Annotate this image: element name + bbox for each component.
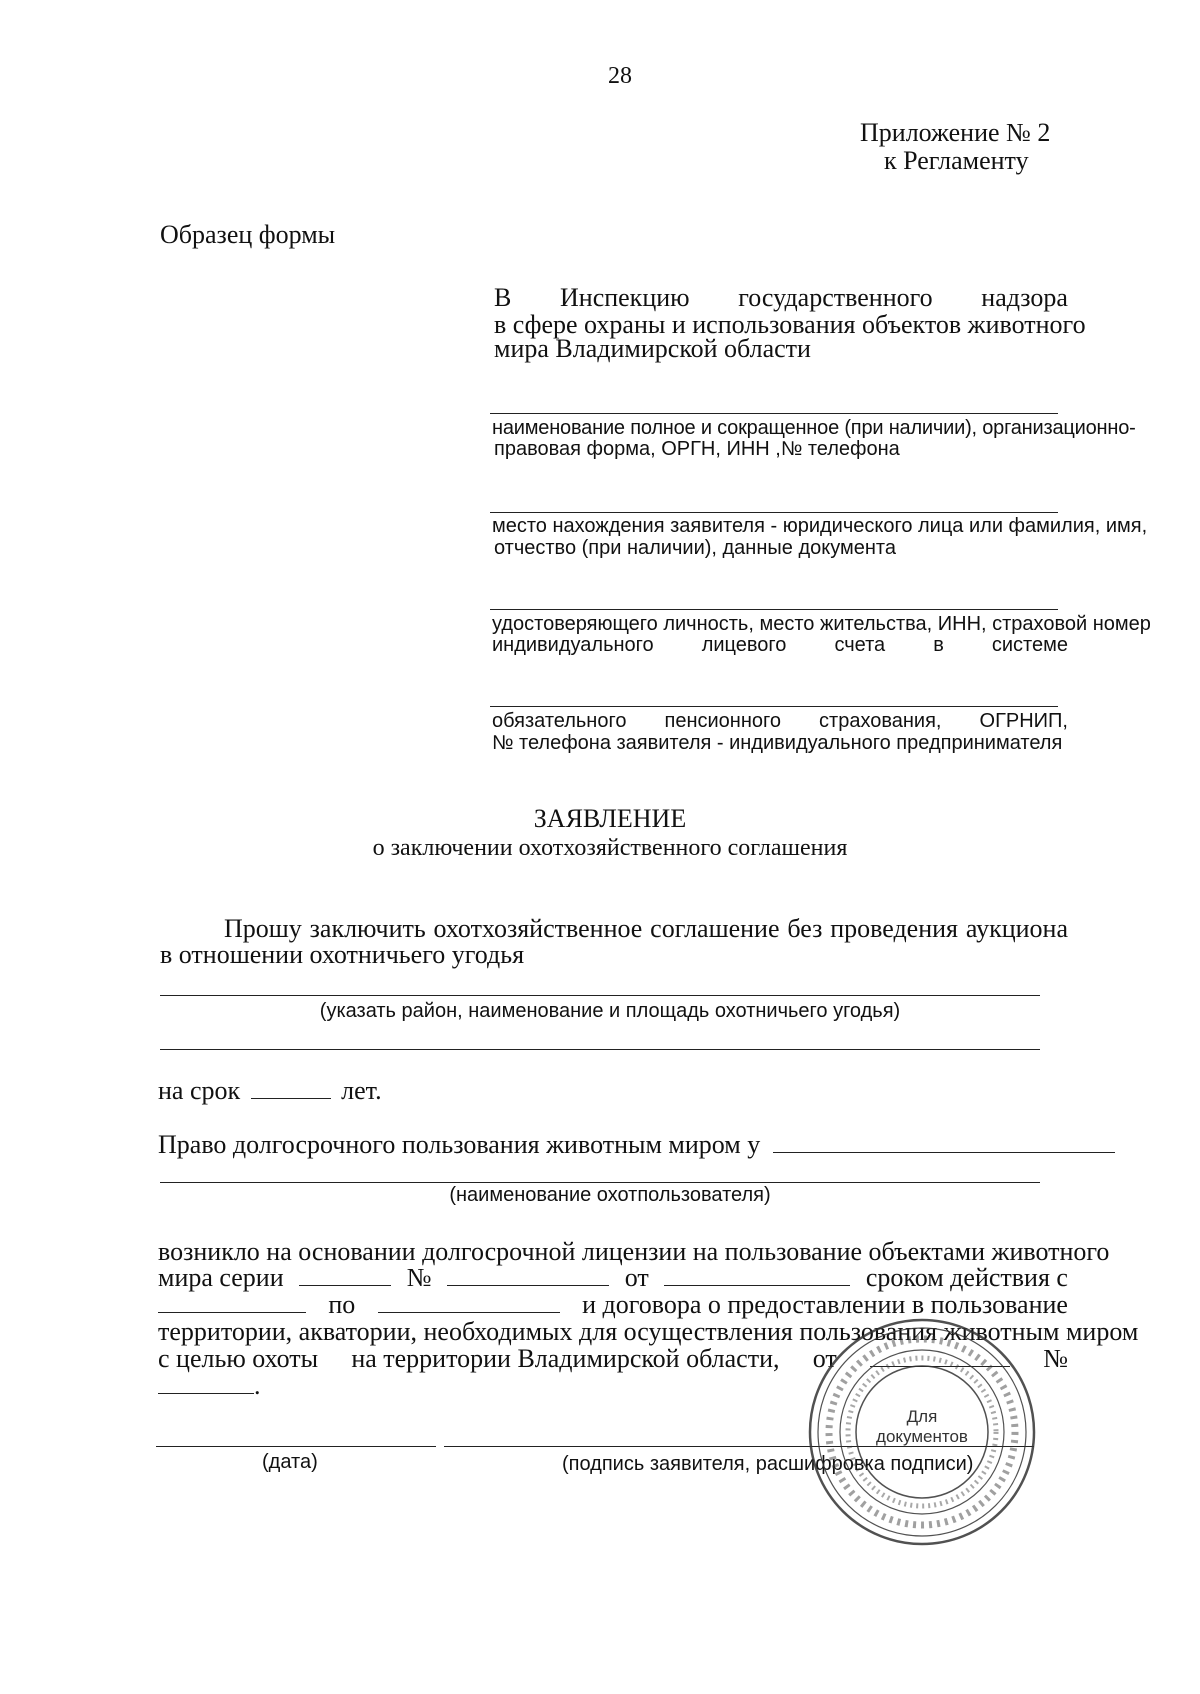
right-row (158, 1130, 1115, 1160)
applicant-caption: отчество (при наличии), данные документа (494, 537, 896, 559)
validity-from-field[interactable] (158, 1290, 306, 1313)
applicant-field-line[interactable] (490, 609, 1058, 610)
addressee-line-2: в сфере охраны и использования объектов животного (494, 310, 1086, 339)
hunting-ground-caption: (указать район, наименование и площадь охотничьего угодья) (319, 1000, 901, 1022)
stamp-center-line-1: Для (906, 1407, 938, 1426)
caption-word: лицевого (701, 634, 787, 656)
validity-to-field[interactable] (378, 1290, 560, 1313)
appendix-line-1: Приложение № 2 (860, 118, 1051, 147)
hunting-ground-field[interactable] (160, 995, 1040, 996)
caption-word: страхования, (819, 710, 942, 732)
caption-word: счета (834, 634, 886, 656)
license-series-field[interactable] (299, 1263, 391, 1286)
document-title: ЗАЯВЛЕНИЕ (533, 804, 687, 833)
basis-text: с целью охоты (158, 1344, 319, 1373)
term-row (158, 1076, 382, 1106)
applicant-field-line[interactable] (490, 512, 1058, 513)
license-date-field[interactable] (664, 1263, 850, 1286)
document-subtitle: о заключении охотхозяйственного соглашения (372, 835, 848, 861)
signature-caption: (подпись заявителя, расшифровка подписи) (562, 1453, 974, 1475)
license-number-field[interactable] (447, 1263, 609, 1286)
basis-text: и договора о предоставлении в пользование (582, 1290, 1068, 1319)
right-text: Право долгосрочного пользования животным миром у (158, 1130, 761, 1159)
applicant-caption: место нахождения заявителя - юридического лица или фамилия, имя, (492, 515, 1148, 537)
basis-text: от (624, 1263, 649, 1292)
basis-line-4: территории, акватории, необходимых для осуществления пользования животным миром (158, 1317, 1139, 1346)
basis-text: по (328, 1290, 356, 1319)
addressee-word: Инспекцию (560, 283, 690, 312)
applicant-field-line[interactable] (490, 706, 1058, 707)
term-prefix: на срок (158, 1076, 241, 1105)
basis-text: от (812, 1344, 837, 1373)
addressee-word: государственного (738, 283, 933, 312)
applicant-caption: правовая форма, ОРГН, ИНН ,№ телефона (494, 438, 900, 460)
applicant-caption: удостоверяющего личность, место жительства, ИНН, страховой номер (492, 613, 1151, 635)
date-caption: (дата) (262, 1451, 318, 1473)
contract-number-field[interactable] (158, 1371, 254, 1394)
applicant-caption-row (492, 709, 1068, 733)
basis-period: . (254, 1371, 261, 1400)
applicant-caption-row (492, 633, 1068, 657)
page-number: 28 (608, 63, 632, 89)
basis-text: № (406, 1263, 432, 1292)
caption-word: системе (991, 634, 1068, 656)
basis-text: на территории Владимирской области, (351, 1344, 780, 1373)
caption-word: индивидуального (492, 634, 654, 656)
basis-text: № (1043, 1344, 1068, 1373)
request-line-1: Прошу заключить охотхозяйственное соглашение без проведения аукциона (224, 914, 1068, 943)
hunter-name-field[interactable] (773, 1130, 1115, 1153)
stamp-center-line-2: документов (876, 1427, 968, 1446)
basis-line-6 (158, 1371, 261, 1401)
term-suffix: лет. (341, 1076, 382, 1105)
hunter-caption: (наименование охотпользователя) (449, 1184, 771, 1206)
basis-text: мира серии (158, 1263, 284, 1292)
addressee-word: надзора (981, 283, 1068, 312)
basis-line-2 (158, 1263, 1068, 1293)
hunting-ground-field-2[interactable] (160, 1049, 1040, 1050)
addressee-line-1 (494, 283, 1068, 313)
caption-word: обязательного (492, 710, 627, 732)
form-sample-label: Образец формы (160, 220, 336, 249)
addressee-word: В (494, 283, 512, 312)
caption-word: пенсионного (664, 710, 781, 732)
caption-word: ОГРНИП, (979, 710, 1068, 732)
appendix-line-2: к Регламенту (884, 146, 1029, 175)
term-years-field[interactable] (251, 1076, 331, 1099)
caption-word: в (933, 634, 944, 656)
applicant-field-line[interactable] (490, 413, 1058, 414)
applicant-caption: наименование полное и сокращенное (при наличии), организационно- (492, 417, 1136, 439)
applicant-caption: № телефона заявителя - индивидуального предпринимателя (492, 732, 1063, 754)
official-stamp (806, 1316, 1038, 1548)
request-line-2: в отношении охотничьего угодья (160, 940, 525, 969)
basis-line-1: возникло на основании долгосрочной лицензии на пользование объектами животного (158, 1237, 1110, 1266)
date-field[interactable] (156, 1446, 436, 1447)
basis-text: сроком действия с (865, 1263, 1068, 1292)
addressee-line-3: мира Владимирской области (494, 334, 811, 363)
